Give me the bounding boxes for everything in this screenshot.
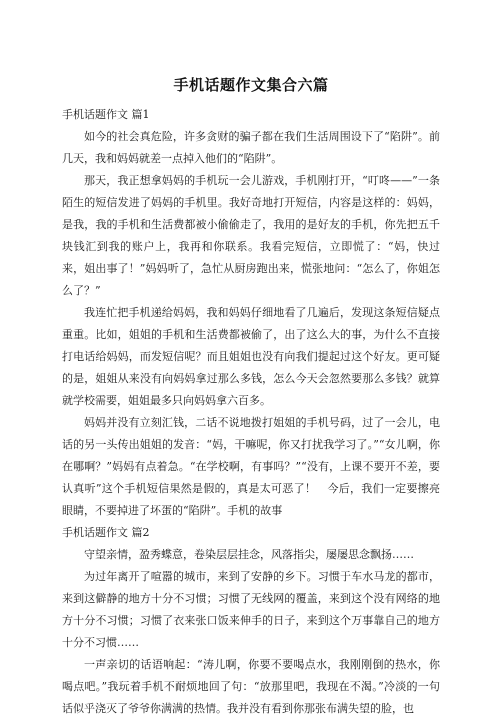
document-title: 手机话题作文集合六篇	[173, 76, 329, 94]
essay-section-2	[62, 522, 440, 720]
paragraph: 一声亲切的话语响起：“涛儿啊，你要不要喝点水，我刚刚倒的热水，你喝点吧。”我玩着手机不耐烦地回了句：“放那里吧，我现在不渴。”冷淡的一句话似乎浇灭了爷爷你满满的热情。我并没有看到你那张布满失望的脸，也	[62, 658, 440, 715]
paragraph: 守望亲情，盈秀蝶意，卷染层层挂念，风落指尖，屡屡思念飘扬……	[84, 548, 414, 561]
paragraph: 我连忙把手机递给妈妈，我和妈妈仔细地看了几遍后，发现这条短信疑点重重。比如，姐姐的手机和生活费都被偷了，出了这么大的事，为什么不直接打电话给妈妈，而发短信呢？而且姐姐也没有向我们提起过这个好友。更可疑的是，姐姐从来没有向妈妈拿过那么多钱，怎么今天会忽然要那么多钱？就算就学校需要，姐姐最多只向妈妈拿六百多。	[62, 306, 440, 407]
paragraph: 如今的社会真危险，许多贪财的骗子都在我们生活周围设下了“陷阱”。前几天，我和妈妈就差一点掉入他们的“陷阱”。	[62, 130, 440, 165]
section-heading: 手机话题作文 篇1	[62, 108, 150, 121]
paragraph: 妈妈并没有立刻汇钱，二话不说地拨打姐姐的手机号码，过了一会儿，电话的另一头传出姐姐的发音：“妈，干嘛呢，你又打扰我学习了。”“女儿啊，你在哪啊？”妈妈有点着急。“在学校啊，有事吗？”“没有，上课不要开不差，要认真听”这个手机短信果然是假的，真是太可恶了！ 今后，我们一定要擦亮眼睛，不要掉进了坏蛋的“陷阱”。手机的故事	[62, 416, 440, 517]
essay-section-1	[62, 104, 440, 522]
paragraph: 那天，我正想拿妈妈的手机玩一会儿游戏，手机刚打开，“叮咚——”一条陌生的短信发进了妈妈的手机里。我好奇地打开短信，内容是这样的：妈妈，是我，我的手机和生活费都被小偷偷走了，我用的是好友的手机，你先把五千块钱汇到我的账户上，我再和你联系。我看完短信，立即慌了：“妈，快过来，姐出事了！”妈妈听了，急忙从厨房跑出来，慌张地问：“怎么了，你姐怎么了？”	[62, 174, 440, 297]
document-page	[62, 74, 440, 720]
section-heading: 手机话题作文 篇2	[62, 526, 150, 539]
paragraph: 为过年离开了喧嚣的城市，来到了安静的乡下。习惯于车水马龙的都市，来到这僻静的地方十分不习惯；习惯了无线网的覆盖，来到这个没有网络的地方十分不习惯；习惯了衣来张口饭来伸手的日子，来到这个万事靠自己的地方十分不习惯……	[62, 570, 440, 649]
